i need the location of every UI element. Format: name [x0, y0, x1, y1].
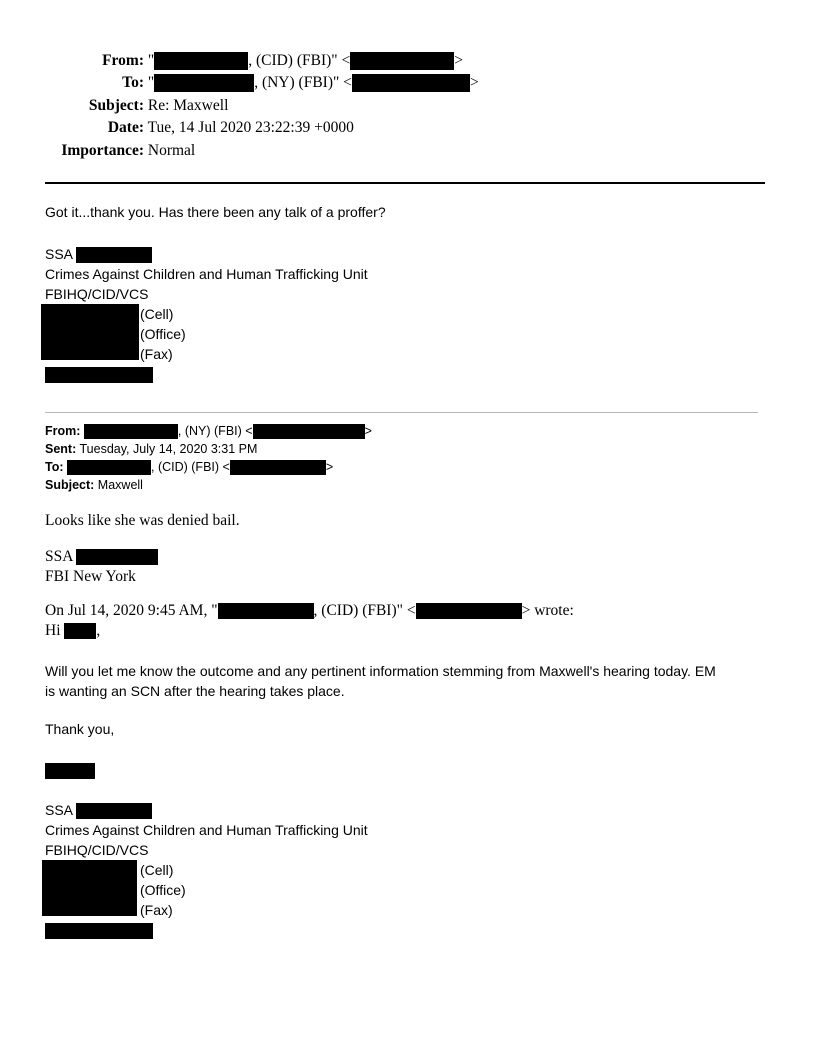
sig-unit: Crimes Against Children and Human Trafficking Unit: [45, 266, 368, 282]
to-agency: , (NY) (FBI)" <: [254, 74, 352, 91]
fwd-sent-label: Sent:: [45, 442, 77, 456]
fwd-to-label: To:: [45, 460, 64, 474]
quoted-body: [45, 661, 716, 701]
redaction-box: [76, 549, 158, 565]
sig-title-row: [45, 244, 368, 264]
redaction-box: [67, 460, 151, 475]
fwd-to-row: [45, 458, 372, 476]
quoted-closing: Thank you,: [45, 721, 115, 737]
fwd-sent-value: Tuesday, July 14, 2020 3:31 PM: [79, 442, 258, 456]
header-to-row: [2, 74, 479, 92]
redaction-box: [64, 623, 96, 639]
to-end: >: [469, 74, 479, 91]
quoted-intro: [45, 602, 574, 620]
redaction-box: [42, 860, 137, 916]
redaction-box: [154, 52, 248, 70]
fwd-from-row: [45, 422, 372, 440]
redaction-box: [218, 603, 314, 619]
q-fax-label: (Fax): [140, 902, 173, 918]
fwd-to-end: >: [325, 460, 334, 474]
date-value: Tue, 14 Jul 2020 23:22:39 +0000: [147, 119, 354, 136]
q-sig-unit: Crimes Against Children and Human Trafficking Unit: [45, 822, 368, 838]
fwd-sig-title-row: [45, 547, 158, 567]
redaction-box: [76, 247, 152, 263]
header-subject-row: [2, 97, 228, 115]
importance-value: Normal: [147, 142, 196, 159]
fwd-sig-office: FBI New York: [45, 568, 136, 585]
quoted-intro-agency: , (CID) (FBI)" <: [313, 602, 416, 619]
subject-value: Re: Maxwell: [147, 97, 229, 114]
fwd-signature: [45, 547, 158, 587]
fwd-from-label: From:: [45, 424, 81, 438]
quoted-body-line-2: is wanting an SCN after the hearing takes place.: [45, 683, 345, 699]
redaction-box: [76, 803, 152, 819]
redaction-box: [45, 923, 153, 939]
reply-signature: [45, 244, 368, 304]
date-label: Date:: [107, 119, 144, 136]
reply-phone-labels: [140, 304, 186, 364]
q-sig-org: FBIHQ/CID/VCS: [45, 842, 149, 858]
header-from-row: [2, 52, 463, 70]
fwd-from-agency: , (NY) (FBI) <: [177, 424, 253, 438]
redaction-box: [45, 367, 153, 383]
importance-label: Importance:: [61, 142, 144, 159]
quoted-intro-start: On Jul 14, 2020 9:45 AM, ": [45, 602, 218, 619]
from-label: From:: [102, 52, 144, 69]
reply-body: Got it...thank you. Has there been any talk of a proffer?: [45, 204, 386, 220]
fwd-subject-value: Maxwell: [97, 478, 143, 492]
quoted-greeting: [45, 622, 100, 640]
q-sig-title: SSA: [45, 802, 73, 818]
to-label: To:: [122, 74, 144, 91]
quoted-intro-end: > wrote:: [521, 602, 574, 619]
office-label: (Office): [140, 326, 186, 342]
quoted-phone-labels: [140, 860, 186, 920]
fwd-to-agency: , (CID) (FBI) <: [151, 460, 230, 474]
header-date-row: [2, 119, 354, 137]
fax-label: (Fax): [140, 346, 173, 362]
redaction-box: [84, 424, 178, 439]
redaction-box: [253, 424, 365, 439]
quoted-signature: [45, 800, 368, 860]
quoted-body-line-1: Will you let me know the outcome and any pertinent information stemming from Maxwell's hearing today. EM: [45, 663, 716, 679]
fwd-subject-row: [45, 476, 372, 494]
forwarded-header: [45, 422, 372, 494]
redaction-box: [416, 603, 522, 619]
redaction-box: [45, 763, 95, 779]
from-agency: , (CID) (FBI)" <: [248, 52, 351, 69]
fwd-body: Looks like she was denied bail.: [45, 512, 240, 529]
header-importance-row: [2, 142, 195, 160]
redaction-box: [350, 52, 454, 70]
redaction-box: [41, 304, 139, 360]
greeting-hi: Hi: [45, 622, 61, 639]
redaction-box: [230, 460, 326, 475]
from-quote: ": [147, 52, 155, 69]
from-end: >: [454, 52, 463, 69]
redaction-box: [154, 74, 254, 92]
greeting-comma: ,: [96, 622, 101, 639]
redaction-box: [352, 74, 470, 92]
sig-org: FBIHQ/CID/VCS: [45, 286, 149, 302]
subject-label: Subject:: [88, 97, 144, 114]
forward-divider: [45, 412, 758, 413]
header-divider: [45, 182, 765, 184]
q-office-label: (Office): [140, 882, 186, 898]
q-sig-title-row: [45, 800, 368, 820]
sig-title: SSA: [45, 246, 73, 262]
q-cell-label: (Cell): [140, 862, 174, 878]
to-quote: ": [147, 74, 155, 91]
fwd-from-end: >: [364, 424, 372, 438]
cell-label: (Cell): [140, 306, 174, 322]
fwd-sig-title: SSA: [45, 548, 73, 565]
fwd-sent-row: [45, 440, 372, 458]
fwd-subject-label: Subject:: [45, 478, 95, 492]
